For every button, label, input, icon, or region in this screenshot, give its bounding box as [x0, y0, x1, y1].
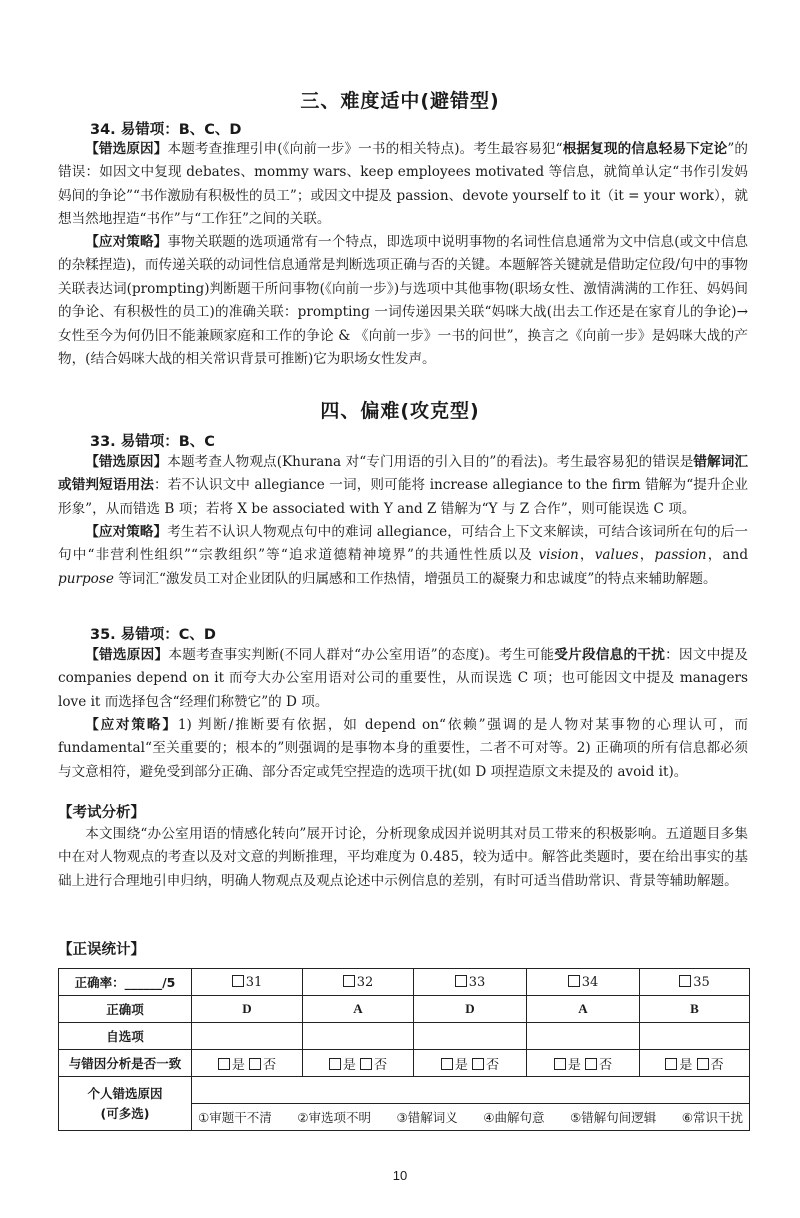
chosen-answer-cell[interactable] — [303, 1023, 414, 1050]
question-number: 34 — [581, 974, 599, 990]
no-label: 否 — [263, 1057, 277, 1073]
q35-cause-paragraph — [58, 644, 748, 714]
yes-label: 是 — [342, 1057, 356, 1073]
q33-strategy-text-a: 考生若不认识人物观点句中的难词 allegiance，可结合上下文来解读，可结合该词所在句的后一句中“非营利性组织”“宗教组织”等“追求道德精神境界”的共通性性质以及 — [58, 524, 748, 564]
cause-tag: 【错选原因】 — [85, 647, 169, 663]
term-vision: vision — [538, 547, 579, 564]
reason-option-4[interactable]: ④曲解句意 — [483, 1110, 545, 1125]
question-35-checkbox[interactable] — [640, 969, 750, 996]
checkbox-icon[interactable] — [218, 1058, 230, 1070]
strategy-tag: 【应对策略】 — [85, 717, 178, 733]
yes-label: 是 — [567, 1057, 581, 1073]
question-32-checkbox[interactable] — [303, 969, 414, 996]
cause-tag: 【错选原因】 — [85, 141, 168, 157]
correct-answer-33: D — [414, 996, 527, 1023]
q34-strategy-text: 事物关联题的选项通常有一个特点，即选项中说明事物的名词性信息通常为文中信息(或文中信息的杂糅捏造)，而传递关联的动词性信息通常是判断选项正确与否的关键。本题解答关键就是借助定位段/句中的事物关联表达词(prompting)判断题干所问事物(《向前一步》)与选项中其他事物(职场女性、激情满满的工作狂、妈妈间的争论、有积极性的员工)的准确关联：prompting 一词传递因果关联“妈咪大战(出去工作还是在家育儿的争论)→女性至今为何仍旧不能兼顾家庭和工作的争论 & 《向前一步》一书的问世”，换言之《向前一步》是妈咪大战的产物，(结合妈咪大战的相关常识背景可推断)它为职场女性发声。 — [58, 234, 748, 368]
q33-cause-paragraph — [58, 451, 748, 521]
chosen-answer-cell[interactable] — [640, 1023, 750, 1050]
cause-tag: 【错选原因】 — [85, 454, 168, 470]
q34-cause-highlight: 根据复现的信息轻易下定论 — [562, 141, 728, 157]
reason-label-line2: (可多选) — [100, 1105, 150, 1121]
analysis-title: 【考试分析】 — [58, 805, 145, 821]
checkbox-icon[interactable] — [554, 1058, 566, 1070]
q34-heading: 34. 易错项：B、C、D — [90, 122, 242, 138]
consistency-options — [527, 1050, 640, 1077]
separator: ， — [638, 547, 655, 564]
checkbox-icon[interactable] — [329, 1058, 341, 1070]
strategy-tag: 【应对策略】 — [85, 234, 168, 250]
question-31-checkbox[interactable] — [192, 969, 303, 996]
q34-cause-text-b: ”的错误：如因文中复现 debates、mommy wars、keep employees motivated 等信息，就简单认定“书作引发妈妈间的争论”“书作激励有积极性的员工”；或因文中提及 passion、devote yourself to it（it = your work），就想当然地捏造“书作”与“工作狂”之间的关联。 — [58, 141, 748, 228]
reason-option-2[interactable]: ②审选项不明 — [297, 1110, 371, 1125]
stats-title: 【正误统计】 — [58, 942, 145, 958]
section-title-moderate: 三、难度适中(避错型) — [300, 90, 500, 112]
q35-cause-highlight: 受片段信息的干扰 — [554, 647, 666, 663]
no-label: 否 — [374, 1057, 388, 1073]
reason-option-1[interactable]: ①审题干不清 — [198, 1110, 272, 1125]
checkbox-icon[interactable] — [343, 975, 355, 987]
q33-cause-highlight: 错解词汇或错判短语用法 — [58, 454, 749, 494]
checkbox-icon[interactable] — [585, 1058, 597, 1070]
checkbox-icon[interactable] — [679, 975, 691, 987]
question-number: 35 — [693, 974, 710, 990]
question-number: 32 — [356, 974, 374, 990]
checkbox-icon[interactable] — [232, 975, 244, 987]
reason-option-5[interactable]: ⑤错解句间逻辑 — [570, 1110, 657, 1125]
reason-option-3[interactable]: ③错解词义 — [396, 1110, 458, 1125]
no-label: 否 — [486, 1057, 500, 1073]
separator: ，and — [706, 547, 749, 564]
q33-cause-text-a: 本题考查人物观点(Khurana 对“专门用语的引入目的”的看法)。考生最容易犯的错误是 — [167, 454, 694, 470]
term-passion: passion — [654, 547, 707, 564]
table-row-reason-input — [59, 1077, 750, 1104]
checkbox-icon[interactable] — [697, 1058, 709, 1070]
reason-option-6[interactable]: ⑥常识干扰 — [681, 1110, 743, 1125]
personal-error-reason-label — [59, 1077, 192, 1131]
q35-strategy-paragraph — [58, 714, 748, 784]
analysis-paragraph: 本文围绕“办公室用语的情感化转向”展开讨论，分析现象成因并说明其对员工带来的积极影响。五道题目多集中在对人物观点的考查以及对文意的判断推理，平均难度为 0.485，较为适中。解答此类题时，要在给出事实的基础上进行合理地引申归纳，明确人物观点及观点论述中示例信息的差别，有时可适当借助常识、背景等辅助解题。 — [58, 826, 748, 889]
reason-input-cell[interactable] — [192, 1077, 750, 1104]
no-label: 否 — [710, 1057, 724, 1073]
yes-label: 是 — [231, 1057, 245, 1073]
correct-answer-35: B — [640, 996, 750, 1023]
no-label: 否 — [599, 1057, 613, 1073]
q35-heading: 35. 易错项：C、D — [90, 627, 216, 643]
consistency-options — [192, 1050, 303, 1077]
chosen-answer-cell[interactable] — [192, 1023, 303, 1050]
consistency-label: 与错因分析是否一致 — [59, 1050, 192, 1077]
yes-label: 是 — [454, 1057, 468, 1073]
q33-strategy-text-b: 等词汇“激发员工对企业团队的归属感和工作热情，增强员工的凝聚力和忠诚度”的特点来辅助解题。 — [113, 570, 717, 587]
page-number: 10 — [392, 1168, 408, 1183]
yes-label: 是 — [679, 1057, 693, 1073]
correct-answer-32: A — [303, 996, 414, 1023]
q34-cause-text-a: 本题考查推理引申(《向前一步》一书的相关特点)。考生最容易犯“ — [167, 141, 563, 157]
q35-cause-text-a: 本题考查事实判断(不同人群对“办公室用语”的态度)。考生可能 — [168, 647, 555, 663]
strategy-tag: 【应对策略】 — [85, 524, 168, 540]
q35-strategy-text: 1) 判断/推断要有依据，如 depend on“依赖”强调的是人物对某事物的心理认可，而 fundamental“至关重要的；根本的”则强调的是事物本身的重要性，二者不可对等。2) 正确项的所有信息都必须与文意相符，避免受到部分正确、部分否定或凭空捏造的选项干扰(如 D 项捏造原文未提及的 avoid it)。 — [58, 717, 748, 780]
table-row-chosen — [59, 1023, 750, 1050]
question-number: 33 — [468, 974, 486, 990]
q33-strategy-paragraph — [58, 521, 748, 591]
table-row-correct — [59, 996, 750, 1023]
q33-heading: 33. 易错项：B、C — [90, 434, 215, 450]
chosen-answer-cell[interactable] — [527, 1023, 640, 1050]
checkbox-icon[interactable] — [249, 1058, 261, 1070]
section-title-hard: 四、偏难(攻克型) — [320, 400, 480, 422]
reason-options-cell — [192, 1104, 750, 1131]
correct-answer-label: 正确项 — [59, 996, 192, 1023]
checkbox-icon[interactable] — [455, 975, 467, 987]
table-row-consistency — [59, 1050, 750, 1077]
table-row-header — [59, 969, 750, 996]
question-34-checkbox[interactable] — [527, 969, 640, 996]
q34-strategy-paragraph — [58, 231, 748, 371]
chosen-answer-cell[interactable] — [414, 1023, 527, 1050]
question-33-checkbox[interactable] — [414, 969, 527, 996]
checkbox-icon[interactable] — [441, 1058, 453, 1070]
checkbox-icon[interactable] — [568, 975, 580, 987]
accuracy-rate-label[interactable]: 正确率：______/5 — [59, 969, 192, 996]
q35-cause-text-b: ：因文中提及 companies depend on it 而夸大办公室用语对公司的重要性，从而误选 C 项；也可能因文中提及 managers love it 而选择包含“经理们称赞它”的 D 项。 — [58, 647, 749, 710]
checkbox-icon[interactable] — [360, 1058, 372, 1070]
question-number: 31 — [245, 974, 263, 990]
checkbox-icon[interactable] — [665, 1058, 677, 1070]
q33-cause-text-b: ：若不认识文中 allegiance 一词，则可能将 increase allegiance to the firm 错解为“提升企业形象”，从而错选 B 项；若将 X be associated with Y and Z 错解为“Y 与 Z 合作”，则可能误选 C 项。 — [58, 477, 749, 517]
correct-answer-31: D — [192, 996, 303, 1023]
separator: ， — [578, 547, 595, 564]
consistency-options — [640, 1050, 750, 1077]
reason-label-line1: 个人错选原因 — [87, 1085, 163, 1101]
term-purpose: purpose — [58, 570, 114, 587]
q34-cause-paragraph — [58, 138, 748, 232]
term-values: values — [594, 547, 639, 564]
correct-answer-34: A — [527, 996, 640, 1023]
chosen-answer-label: 自选项 — [59, 1023, 192, 1050]
consistency-options — [303, 1050, 414, 1077]
consistency-options — [414, 1050, 527, 1077]
error-statistics-table — [58, 968, 750, 1131]
checkbox-icon[interactable] — [472, 1058, 484, 1070]
